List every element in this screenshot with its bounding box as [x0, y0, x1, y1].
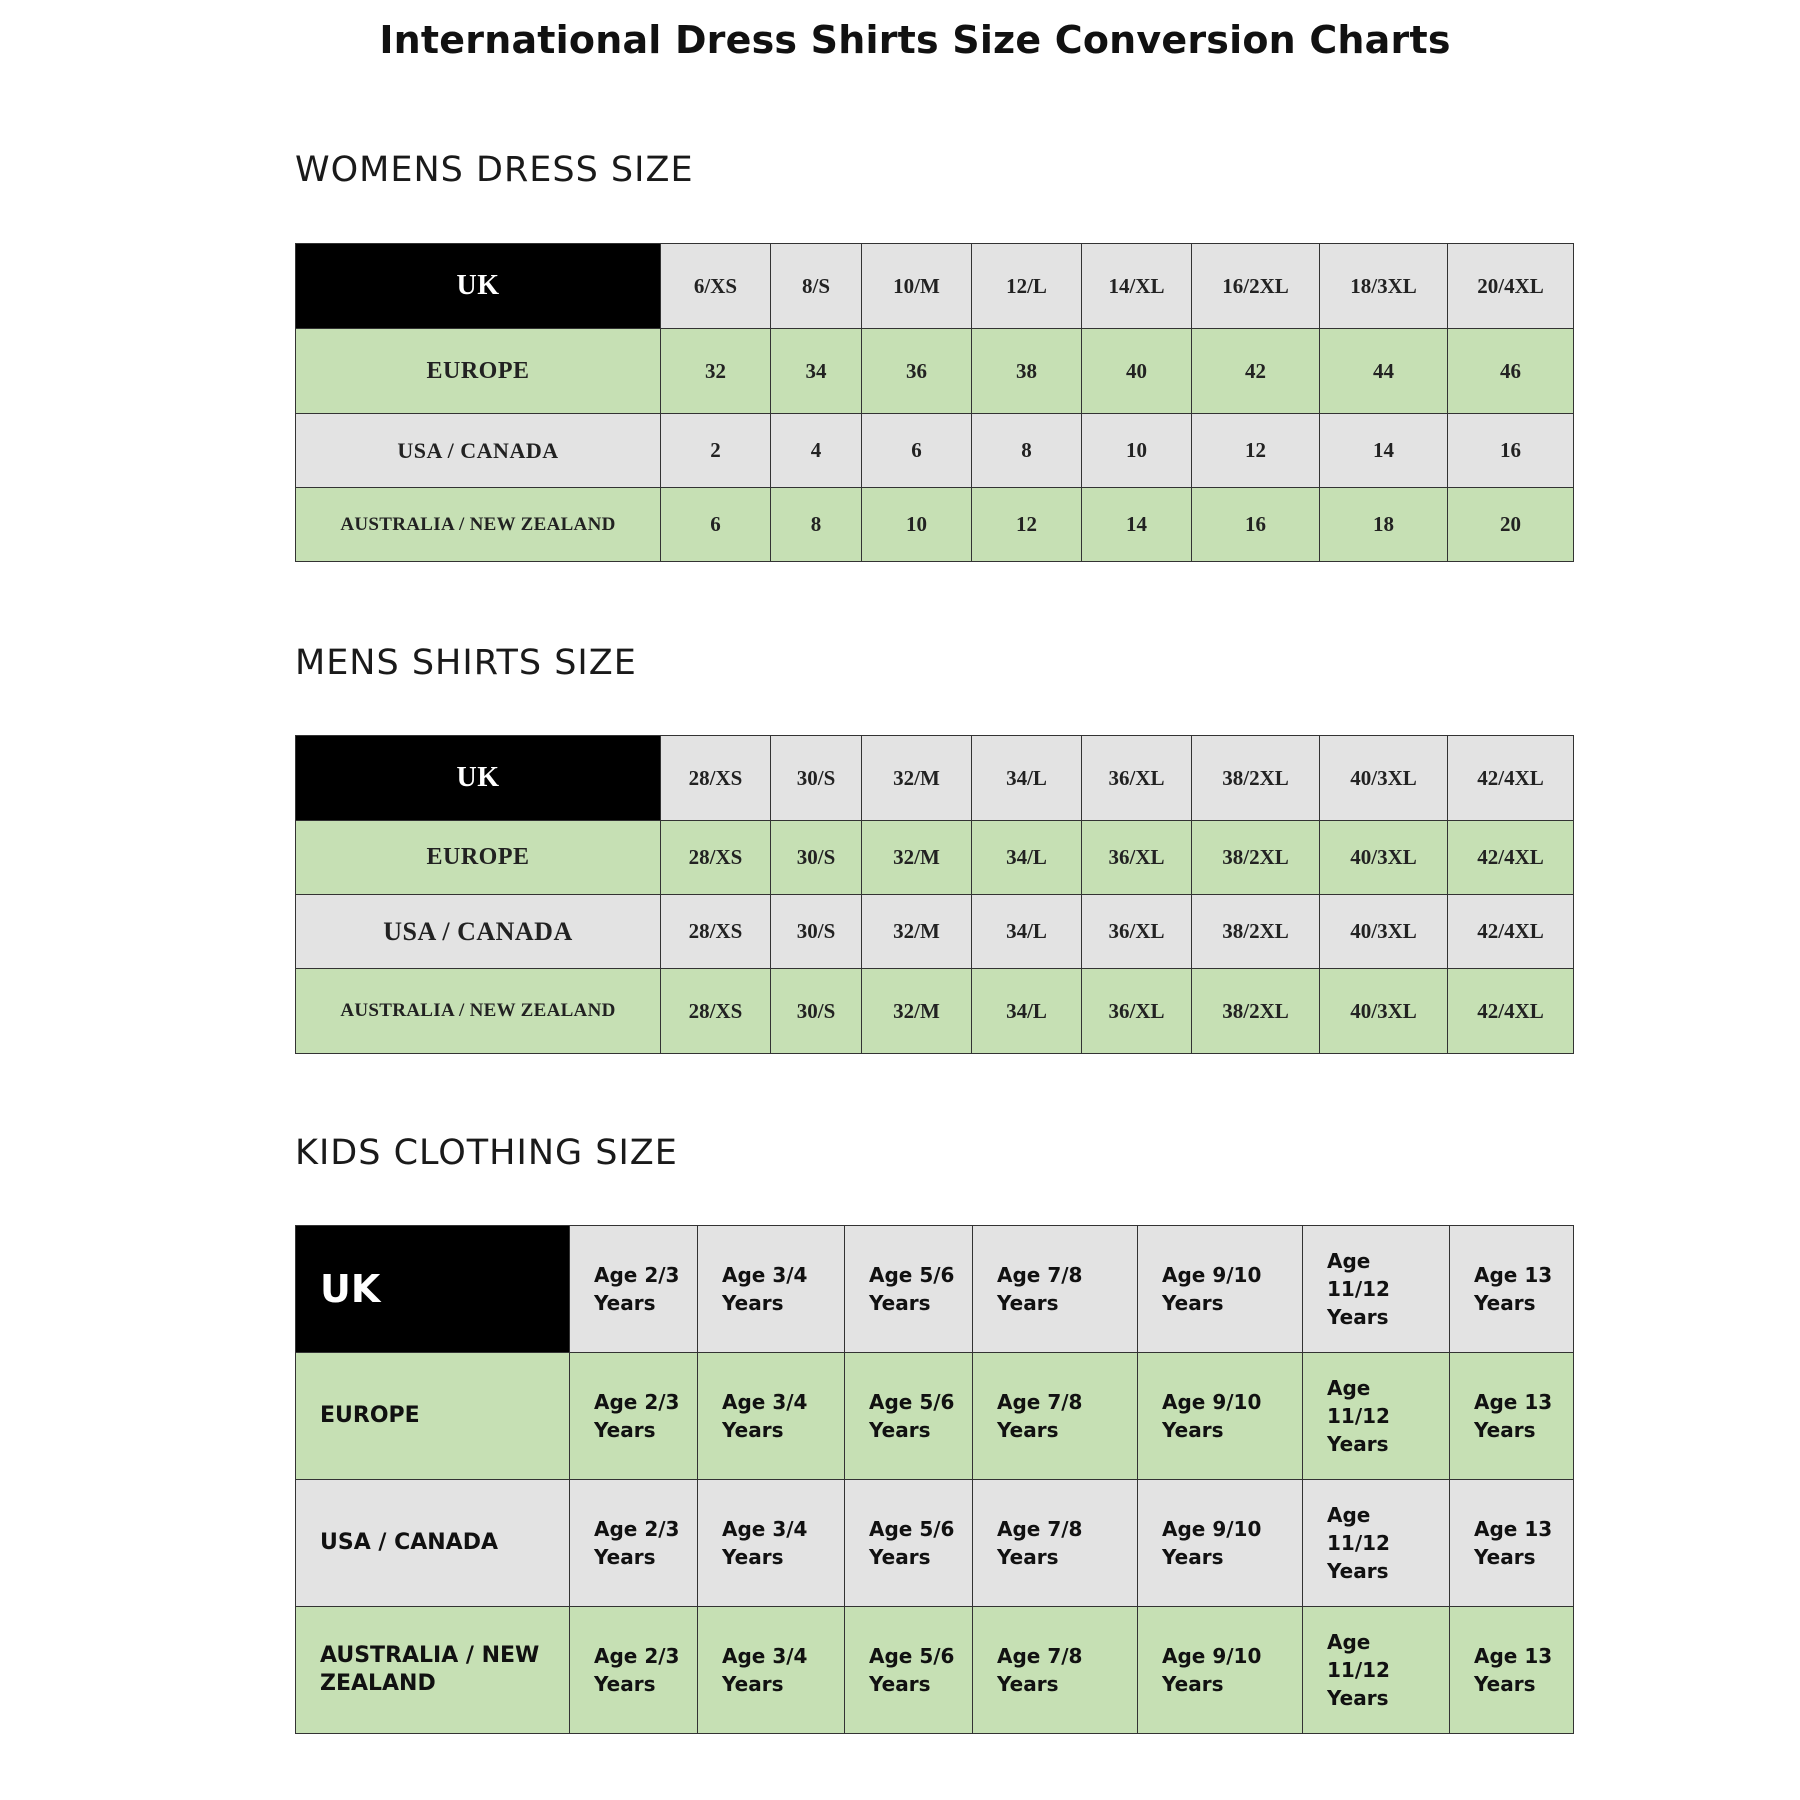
table-cell — [570, 1353, 698, 1480]
table-cell — [570, 1226, 698, 1353]
cell-line: Age 13 — [1474, 1390, 1553, 1414]
table-cell: 38/2XL — [1192, 821, 1320, 895]
table-cell: 42/4XL — [1448, 736, 1574, 821]
table-cell — [1303, 1226, 1450, 1353]
table-row — [296, 244, 1574, 329]
table-cell: 32 — [661, 329, 771, 414]
table-cell: 10/M — [862, 244, 972, 329]
table-cell: 6 — [862, 414, 972, 488]
mens-section-title: MENS SHIRTS SIZE — [295, 643, 637, 683]
cell-line: Years — [594, 1418, 656, 1442]
cell-line: Years — [1327, 1432, 1389, 1456]
cell-line: Age 2/3 — [594, 1644, 680, 1668]
table-cell: 36/XL — [1082, 736, 1192, 821]
kids-size-table — [295, 1225, 1574, 1734]
table-cell: 38/2XL — [1192, 736, 1320, 821]
table-cell: 42/4XL — [1448, 895, 1574, 969]
womens-section-title: WOMENS DRESS SIZE — [295, 150, 694, 190]
cell-line: Years — [1327, 1686, 1389, 1710]
cell-line: Years — [594, 1545, 656, 1569]
row-label-uk: UK — [296, 1226, 570, 1353]
table-cell: 46 — [1448, 329, 1574, 414]
row-label-australia-nz: AUSTRALIA / NEW ZEALAND — [296, 969, 661, 1054]
cell-line: Years — [869, 1418, 931, 1442]
cell-line: Age 5/6 — [869, 1390, 955, 1414]
table-cell: 20/4XL — [1448, 244, 1574, 329]
cell-line: Years — [869, 1672, 931, 1696]
table-cell: 30/S — [771, 821, 862, 895]
table-cell: 32/M — [862, 895, 972, 969]
cell-line: 11/12 — [1327, 1531, 1390, 1555]
cell-line: Years — [997, 1672, 1059, 1696]
table-cell — [1303, 1353, 1450, 1480]
table-cell: 38/2XL — [1192, 969, 1320, 1054]
table-cell: 12 — [972, 488, 1082, 562]
cell-line: Years — [1327, 1305, 1389, 1329]
cell-line: Age — [1327, 1376, 1371, 1400]
table-cell: 38 — [972, 329, 1082, 414]
table-cell — [570, 1480, 698, 1607]
table-cell: 34/L — [972, 821, 1082, 895]
cell-line: Age 13 — [1474, 1517, 1553, 1541]
table-cell: 4 — [771, 414, 862, 488]
cell-line: Years — [1474, 1672, 1536, 1696]
mens-size-table — [295, 735, 1574, 1054]
table-cell: 36/XL — [1082, 821, 1192, 895]
cell-line: Age 5/6 — [869, 1263, 955, 1287]
cell-line: Age 2/3 — [594, 1517, 680, 1541]
cell-line: Years — [594, 1672, 656, 1696]
cell-line: Age — [1327, 1630, 1371, 1654]
cell-line: Years — [1162, 1545, 1224, 1569]
table-row — [296, 736, 1574, 821]
cell-line: Age 9/10 — [1162, 1390, 1262, 1414]
table-cell: 34/L — [972, 969, 1082, 1054]
table-cell — [1450, 1607, 1574, 1734]
kids-section-title: KIDS CLOTHING SIZE — [295, 1133, 678, 1173]
table-cell — [845, 1226, 973, 1353]
table-cell: 6/XS — [661, 244, 771, 329]
table-row — [296, 1353, 1574, 1480]
row-label-australia-nz — [296, 1607, 570, 1734]
table-cell: 18 — [1320, 488, 1448, 562]
row-label-uk: UK — [296, 736, 661, 821]
cell-line: Years — [594, 1291, 656, 1315]
cell-line: Years — [997, 1418, 1059, 1442]
table-cell: 20 — [1448, 488, 1574, 562]
cell-line: Age 2/3 — [594, 1263, 680, 1287]
table-cell: 34/L — [972, 895, 1082, 969]
row-label-line: ZEALAND — [320, 1671, 436, 1696]
table-cell: 28/XS — [661, 895, 771, 969]
table-cell: 12 — [1192, 414, 1320, 488]
table-cell: 30/S — [771, 736, 862, 821]
table-cell — [973, 1353, 1138, 1480]
table-cell — [845, 1480, 973, 1607]
cell-line: Age 3/4 — [722, 1390, 808, 1414]
table-row — [296, 1226, 1574, 1353]
table-cell: 8 — [972, 414, 1082, 488]
cell-line: 11/12 — [1327, 1658, 1390, 1682]
table-cell — [1450, 1480, 1574, 1607]
cell-line: Years — [722, 1291, 784, 1315]
table-cell: 16 — [1448, 414, 1574, 488]
table-cell — [1138, 1607, 1303, 1734]
table-cell: 40/3XL — [1320, 895, 1448, 969]
row-label-australia-nz: AUSTRALIA / NEW ZEALAND — [296, 488, 661, 562]
table-cell: 42 — [1192, 329, 1320, 414]
table-row — [296, 821, 1574, 895]
table-cell: 40/3XL — [1320, 821, 1448, 895]
cell-line: Years — [1474, 1291, 1536, 1315]
table-cell — [698, 1480, 845, 1607]
cell-line: Age 9/10 — [1162, 1517, 1262, 1541]
cell-line: Years — [722, 1672, 784, 1696]
cell-line: Age 7/8 — [997, 1644, 1083, 1668]
cell-line: Age 3/4 — [722, 1517, 808, 1541]
cell-line: Years — [1474, 1545, 1536, 1569]
cell-line: Age 2/3 — [594, 1390, 680, 1414]
table-cell: 32/M — [862, 969, 972, 1054]
table-cell — [1138, 1480, 1303, 1607]
row-label-usa-canada: USA / CANADA — [296, 895, 661, 969]
table-row — [296, 1607, 1574, 1734]
table-cell — [845, 1353, 973, 1480]
table-cell — [1450, 1226, 1574, 1353]
table-cell: 34/L — [972, 736, 1082, 821]
table-row — [296, 414, 1574, 488]
cell-line: Age 3/4 — [722, 1263, 808, 1287]
row-label-europe: EUROPE — [296, 329, 661, 414]
table-cell: 42/4XL — [1448, 969, 1574, 1054]
table-cell — [1303, 1480, 1450, 1607]
cell-line: Age 5/6 — [869, 1517, 955, 1541]
cell-line: Years — [869, 1545, 931, 1569]
cell-line: Age 7/8 — [997, 1517, 1083, 1541]
table-cell: 34 — [771, 329, 862, 414]
cell-line: Years — [869, 1291, 931, 1315]
table-cell — [973, 1226, 1138, 1353]
cell-line: Years — [1474, 1418, 1536, 1442]
table-cell: 2 — [661, 414, 771, 488]
table-cell: 14 — [1320, 414, 1448, 488]
row-label-usa-canada: USA / CANADA — [296, 1480, 570, 1607]
table-cell: 10 — [862, 488, 972, 562]
table-row — [296, 969, 1574, 1054]
table-cell — [1138, 1353, 1303, 1480]
table-row — [296, 1480, 1574, 1607]
row-label-uk: UK — [296, 244, 661, 329]
table-cell: 40/3XL — [1320, 736, 1448, 821]
table-cell: 44 — [1320, 329, 1448, 414]
cell-line: Age — [1327, 1503, 1371, 1527]
table-cell: 36 — [862, 329, 972, 414]
table-cell — [1450, 1353, 1574, 1480]
cell-line: Age 9/10 — [1162, 1263, 1262, 1287]
table-cell: 6 — [661, 488, 771, 562]
table-cell: 8/S — [771, 244, 862, 329]
cell-line: Age 5/6 — [869, 1644, 955, 1668]
table-cell: 30/S — [771, 895, 862, 969]
table-cell — [973, 1607, 1138, 1734]
table-cell: 28/XS — [661, 736, 771, 821]
cell-line: Age — [1327, 1249, 1371, 1273]
cell-line: 11/12 — [1327, 1277, 1390, 1301]
table-cell — [845, 1607, 973, 1734]
table-cell: 18/3XL — [1320, 244, 1448, 329]
table-cell — [570, 1607, 698, 1734]
table-row — [296, 329, 1574, 414]
row-label-line: AUSTRALIA / NEW — [320, 1643, 540, 1668]
cell-line: Age 9/10 — [1162, 1644, 1262, 1668]
table-cell: 12/L — [972, 244, 1082, 329]
table-cell — [698, 1607, 845, 1734]
cell-line: Years — [722, 1418, 784, 1442]
table-cell — [698, 1353, 845, 1480]
cell-line: Age 13 — [1474, 1644, 1553, 1668]
table-cell — [1138, 1226, 1303, 1353]
cell-line: Years — [722, 1545, 784, 1569]
cell-line: Age 7/8 — [997, 1390, 1083, 1414]
cell-line: Years — [997, 1291, 1059, 1315]
table-cell: 28/XS — [661, 969, 771, 1054]
table-cell: 10 — [1082, 414, 1192, 488]
table-row — [296, 895, 1574, 969]
row-label-usa-canada: USA / CANADA — [296, 414, 661, 488]
cell-line: Years — [1327, 1559, 1389, 1583]
cell-line: Years — [1162, 1672, 1224, 1696]
table-cell: 16 — [1192, 488, 1320, 562]
table-cell: 40 — [1082, 329, 1192, 414]
table-cell: 8 — [771, 488, 862, 562]
table-cell — [1303, 1607, 1450, 1734]
table-cell: 38/2XL — [1192, 895, 1320, 969]
cell-line: Age 13 — [1474, 1263, 1553, 1287]
cell-line: Years — [1162, 1418, 1224, 1442]
cell-line: 11/12 — [1327, 1404, 1390, 1428]
table-cell — [698, 1226, 845, 1353]
cell-line: Age 3/4 — [722, 1644, 808, 1668]
table-cell: 32/M — [862, 821, 972, 895]
table-cell — [973, 1480, 1138, 1607]
table-row — [296, 488, 1574, 562]
table-cell: 40/3XL — [1320, 969, 1448, 1054]
table-cell: 36/XL — [1082, 895, 1192, 969]
table-cell: 16/2XL — [1192, 244, 1320, 329]
table-cell: 42/4XL — [1448, 821, 1574, 895]
table-cell: 36/XL — [1082, 969, 1192, 1054]
table-cell: 14 — [1082, 488, 1192, 562]
row-label-europe: EUROPE — [296, 821, 661, 895]
row-label-europe: EUROPE — [296, 1353, 570, 1480]
table-cell: 14/XL — [1082, 244, 1192, 329]
table-cell: 32/M — [862, 736, 972, 821]
cell-line: Age 7/8 — [997, 1263, 1083, 1287]
womens-size-table — [295, 243, 1574, 562]
cell-line: Years — [1162, 1291, 1224, 1315]
table-cell: 30/S — [771, 969, 862, 1054]
cell-line: Years — [997, 1545, 1059, 1569]
page-title: International Dress Shirts Size Conversion Charts — [379, 18, 1451, 62]
table-cell: 28/XS — [661, 821, 771, 895]
